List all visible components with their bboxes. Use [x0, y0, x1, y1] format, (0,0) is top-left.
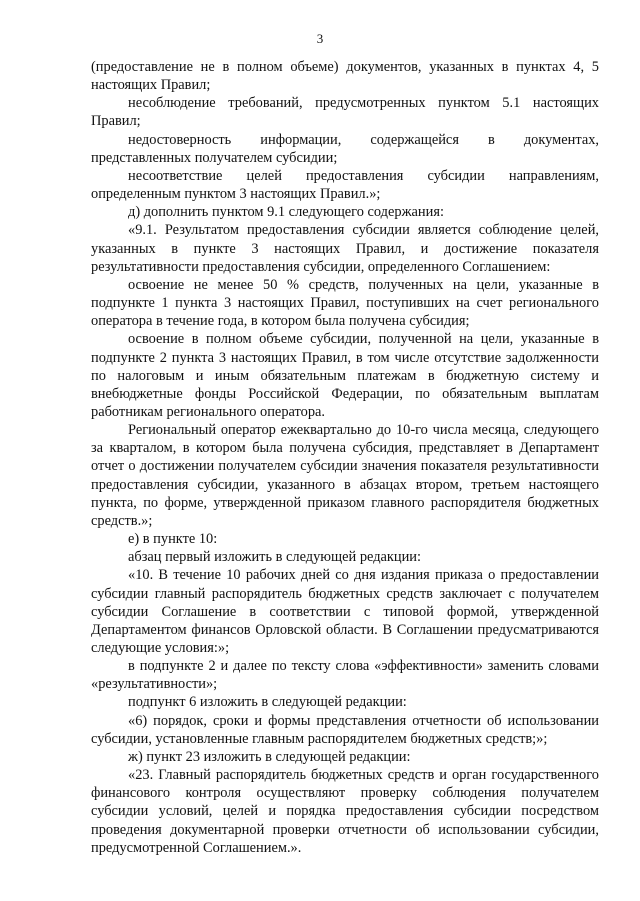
paragraph-item-d: д) дополнить пунктом 9.1 следующего содержания:	[128, 204, 444, 221]
paragraph-word-replacement: в подпункте 2 и далее по тексту слова «эффективности» заменить словами «результативности»;	[91, 658, 599, 693]
paragraph-subitem-6: «6) порядок, сроки и формы представления отчетности об использовании субсидии, установленные главным распорядителем бюджетных средств;»;	[91, 712, 599, 747]
paragraph-requirements-violation: несоблюдение требований, предусмотренных пунктом 5.1 настоящих Правил;	[91, 95, 599, 130]
paragraph-clause-23: «23. Главный распорядитель бюджетных средств и орган государственного финансового контроля осуществляют проверку соблюдения получателем субсидии условий, целей и порядка предоставления субсидии посредством проведения документарной проверки отчетности об использовании субсидии, предусмотренной Соглашением.».	[91, 767, 599, 856]
document-body	[91, 58, 599, 857]
paragraph-purpose-mismatch: несоответствие целей предоставления субсидии направлениям, определенным пунктом 3 настоящих Правил.»;	[91, 167, 599, 203]
paragraph-information-inaccuracy: недостоверность информации, содержащейся в документах, представленных получателем субсидии;	[91, 131, 599, 166]
paragraph-item-zh: ж) пункт 23 изложить в следующей редакции:	[128, 748, 411, 765]
paragraph-quarterly-report: Региональный оператор ежеквартально до 10-го числа месяца, следующего за кварталом, в котором была получена субсидия, представляет в Департамент отчет о достижении получателем субсидии значения показателя результативности предоставления субсидии, указанного в абзацах втором, третьем настоящего пункта, по форме, утвержденной приказом главного распорядителя бюджетных средств.»;	[91, 422, 599, 529]
paragraph-first-subparagraph: абзац первый изложить в следующей редакции:	[128, 549, 422, 566]
paragraph-list-continuation: (предоставление не в полном объеме) документов, указанных в пунктах 4, 5 настоящих Правил;	[91, 59, 599, 94]
paragraph-subitem-6-intro: подпункт 6 изложить в следующей редакции:	[128, 694, 407, 711]
paragraph-funds-utilization: освоение не менее 50 % средств, полученных на цели, указанные в подпункте 1 пункта 3 настоящих Правил, поступивших на счет регионального оператора в течение года, в котором была получена субсидия;	[91, 276, 599, 330]
page-number: 3	[316, 31, 324, 46]
paragraph-full-utilization: освоение в полном объеме субсидии, полученной на цели, указанные в подпункте 2 пункта 3 настоящих Правил, в том числе отсутствие задолженности по налоговым и иным обязательным платежам в бюджетную систему и внебюджетные фонды Российской Федерации, по обязательным выплатам работникам регионального оператора.	[91, 331, 599, 420]
paragraph-item-e: е) в пункте 10:	[128, 531, 218, 548]
paragraph-clause-9-1: «9.1. Результатом предоставления субсидии является соблюдение целей, указанных в пункте 3 настоящих Правил, и достижение показателя результативности предоставления субсидии, определенного Соглашением:	[91, 222, 599, 275]
paragraph-clause-10: «10. В течение 10 рабочих дней со дня издания приказа о предоставлении субсидии главный распорядитель бюджетных средств заключает с получателем субсидии Соглашение в соответствии с типовой формой, утвержденной Департаментом финансов Орловской области. В Соглашении предусматриваются следующие условия:»;	[91, 567, 599, 656]
